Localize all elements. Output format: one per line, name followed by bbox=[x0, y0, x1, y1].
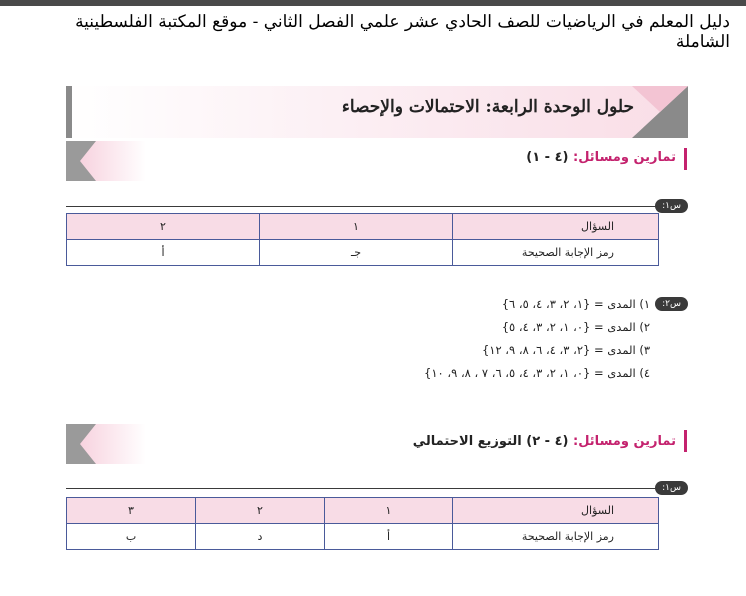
answer-table bbox=[66, 497, 659, 550]
table-header-cell: ٢ bbox=[67, 214, 260, 240]
table-header-cell: ٣ bbox=[67, 498, 196, 524]
page-header: دليل المعلم في الرياضيات للصف الحادي عشر علمي الفصل الثاني - موقع المكتبة الفلسطينية الشاملة bbox=[75, 12, 730, 52]
table-cell: ب bbox=[67, 524, 196, 550]
question-divider bbox=[66, 488, 686, 489]
table-row-label: رمز الإجابة الصحيحة bbox=[453, 524, 659, 550]
section-decoration-icon bbox=[66, 141, 146, 181]
list-item: ١) المدى = {١، ٢، ٣، ٤، ٥، ٦} bbox=[501, 297, 650, 311]
table-header-cell: ١ bbox=[325, 498, 453, 524]
answer-table bbox=[66, 213, 659, 266]
range-list bbox=[424, 294, 650, 386]
list-item: ٤) المدى = {٠، ١، ٢، ٣، ٤، ٥، ٦، ٧ ، ٨، ٩، ١٠} bbox=[424, 366, 650, 380]
section-decoration-icon bbox=[66, 424, 146, 464]
list-item: ٢) المدى = {٠، ١، ٢، ٣، ٤، ٥} bbox=[501, 320, 650, 334]
question-divider bbox=[66, 206, 686, 207]
table-cell: د bbox=[196, 524, 325, 550]
section-marker bbox=[684, 148, 687, 170]
unit-corner-triangle-icon bbox=[632, 86, 688, 138]
table-header-cell: ٢ bbox=[196, 498, 325, 524]
unit-title: حلول الوحدة الرابعة: الاحتمالات والإحصاء bbox=[341, 97, 634, 117]
table-cell: أ bbox=[325, 524, 453, 550]
question-badge: س٢: bbox=[655, 297, 688, 311]
table-row-label: رمز الإجابة الصحيحة bbox=[453, 240, 659, 266]
section-number: (٤ - ٢) التوزيع الاحتمالي bbox=[412, 434, 569, 449]
unit-header-bar bbox=[66, 86, 72, 138]
section-title bbox=[526, 150, 676, 165]
section-title bbox=[413, 434, 676, 449]
table-cell: أ bbox=[67, 240, 260, 266]
table-header-cell: السؤال bbox=[453, 214, 659, 240]
section-number: (٤ - ١) bbox=[526, 150, 569, 165]
question-badge: س١: bbox=[655, 199, 688, 213]
table-header-cell: السؤال bbox=[453, 498, 659, 524]
section-marker bbox=[684, 430, 687, 452]
top-border bbox=[0, 0, 746, 6]
section-label: تمارين ومسائل: bbox=[573, 150, 676, 165]
section-label: تمارين ومسائل: bbox=[573, 434, 676, 449]
table-cell: جـ bbox=[260, 240, 453, 266]
question-badge: س١: bbox=[655, 481, 688, 495]
list-item: ٣) المدى = {٢، ٣، ٤، ٦، ٨، ٩، ١٢} bbox=[481, 343, 650, 357]
table-header-cell: ١ bbox=[260, 214, 453, 240]
